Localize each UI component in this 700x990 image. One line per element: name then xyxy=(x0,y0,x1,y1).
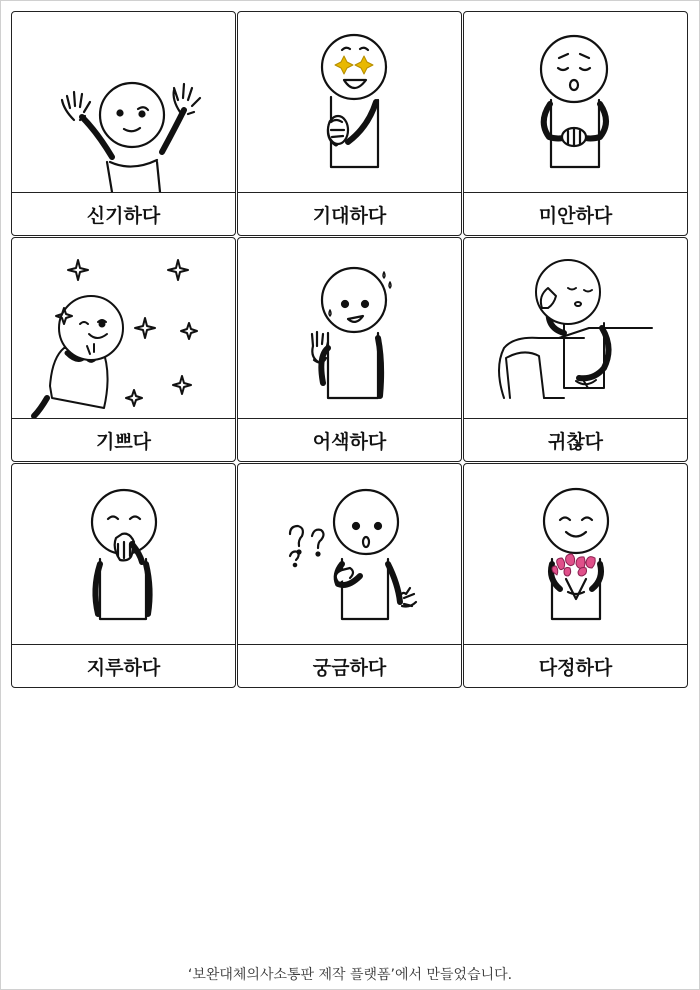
card-awkward[interactable] xyxy=(237,237,462,462)
card-bored[interactable] xyxy=(11,463,236,688)
card-label: 지루하다 xyxy=(12,644,235,688)
curious-person-icon xyxy=(238,464,461,644)
card-label: 기대하다 xyxy=(238,192,461,236)
awkward-person-icon xyxy=(238,238,461,418)
aac-board xyxy=(11,11,689,691)
card-label: 다정하다 xyxy=(464,644,687,688)
card-label: 신기하다 xyxy=(12,192,235,236)
expectant-person-icon xyxy=(238,12,461,192)
card-expectant[interactable] xyxy=(237,11,462,236)
card-label: 어색하다 xyxy=(238,418,461,462)
card-sorry[interactable] xyxy=(463,11,688,236)
affectionate-person-icon xyxy=(464,464,687,644)
bored-person-icon xyxy=(12,464,235,644)
card-label: 궁금하다 xyxy=(238,644,461,688)
card-label: 미안하다 xyxy=(464,192,687,236)
card-amazed[interactable] xyxy=(11,11,236,236)
card-label: 기쁘다 xyxy=(12,418,235,462)
happy-person-icon xyxy=(12,238,235,418)
footer-credit: ‘보완대체의사소통판 제작 플랫폼’에서 만들었습니다. xyxy=(187,967,513,983)
sorry-person-icon xyxy=(464,12,687,192)
annoyed-person-icon xyxy=(464,238,687,418)
card-affectionate[interactable] xyxy=(463,463,688,688)
amazed-person-icon xyxy=(12,12,235,192)
card-curious[interactable] xyxy=(237,463,462,688)
card-label: 귀찮다 xyxy=(464,418,687,462)
card-annoyed[interactable] xyxy=(463,237,688,462)
card-happy[interactable] xyxy=(11,237,236,462)
